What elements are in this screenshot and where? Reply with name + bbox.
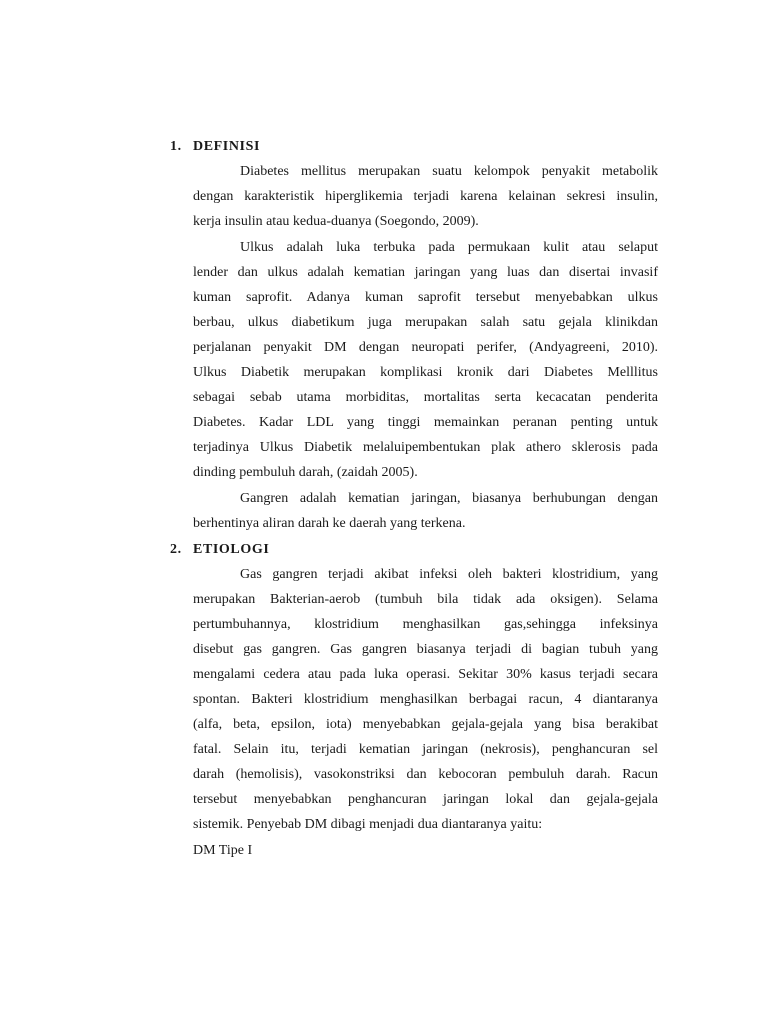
- paragraph-line: Diabetes. Kadar LDL yang tinggi memainkan peranan penting untuk: [193, 415, 658, 430]
- paragraph-line: berhentinya aliran darah ke daerah yang terkena.: [193, 516, 466, 531]
- paragraph-line: spontan. Bakteri klostridium menghasilkan berbagai racun, 4 diantaranya: [193, 692, 658, 707]
- section-title: DEFINISI: [193, 139, 261, 154]
- paragraph-line: Diabetes mellitus merupakan suatu kelompok penyakit metabolik: [240, 164, 658, 179]
- paragraph-line: disebut gas gangren. Gas gangren biasanya terjadi di bagian tubuh yang: [193, 642, 658, 657]
- paragraph-line: Ulkus Diabetik merupakan komplikasi kronik dari Diabetes Melllitus: [193, 365, 658, 380]
- subheading-dm-type: DM Tipe I: [193, 843, 253, 858]
- paragraph-line: perjalanan penyakit DM dengan neuropati perifer, (Andyagreeni, 2010).: [193, 340, 658, 355]
- section-number: 1.: [170, 139, 182, 154]
- paragraph-line: darah (hemolisis), vasokonstriksi dan kebocoran pembuluh darah. Racun: [193, 767, 658, 782]
- paragraph-line: berbau, ulkus diabetikum juga merupakan salah satu gejala klinikdan: [193, 315, 658, 330]
- paragraph-line: kerja insulin atau kedua-duanya (Soegondo, 2009).: [193, 214, 479, 229]
- paragraph-line: dinding pembuluh darah, (zaidah 2005).: [193, 465, 418, 480]
- paragraph-line: Gangren adalah kematian jaringan, biasanya berhubungan dengan: [240, 491, 658, 506]
- paragraph-line: Gas gangren terjadi akibat infeksi oleh bakteri klostridium, yang: [240, 567, 658, 582]
- paragraph-line: pertumbuhannya, klostridium menghasilkan gas,sehingga infeksinya: [193, 617, 658, 632]
- paragraph-line: lender dan ulkus adalah kematian jaringan yang luas dan disertai invasif: [193, 265, 658, 280]
- paragraph-line: Ulkus adalah luka terbuka pada permukaan kulit atau selaput: [240, 240, 658, 255]
- section-heading-definisi: [170, 134, 260, 159]
- paragraph-line: merupakan Bakterian-aerob (tumbuh bila tidak ada oksigen). Selama: [193, 592, 658, 607]
- section-number: 2.: [170, 542, 182, 557]
- paragraph-line: mengalami cedera atau pada luka operasi. Sekitar 30% kasus terjadi secara: [193, 667, 658, 682]
- paragraph-line: terjadinya Ulkus Diabetik melaluipembentukan plak athero sklerosis pada: [193, 440, 658, 455]
- paragraph-line: kuman saprofit. Adanya kuman saprofit tersebut menyebabkan ulkus: [193, 290, 658, 305]
- section-title: ETIOLOGI: [193, 542, 270, 557]
- paragraph-line: fatal. Selain itu, terjadi kematian jaringan (nekrosis), penghancuran sel: [193, 742, 658, 757]
- paragraph-line: (alfa, beta, epsilon, iota) menyebabkan gejala-gejala yang bisa berakibat: [193, 717, 658, 732]
- paragraph-line: tersebut menyebabkan penghancuran jaringan lokal dan gejala-gejala: [193, 792, 658, 807]
- section-heading-etiologi: [170, 537, 269, 562]
- paragraph-line: dengan karakteristik hiperglikemia terjadi karena kelainan sekresi insulin,: [193, 189, 658, 204]
- paragraph-line: sistemik. Penyebab DM dibagi menjadi dua diantaranya yaitu:: [193, 817, 543, 832]
- paragraph-line: sebagai sebab utama morbiditas, mortalitas serta kecacatan penderita: [193, 390, 658, 405]
